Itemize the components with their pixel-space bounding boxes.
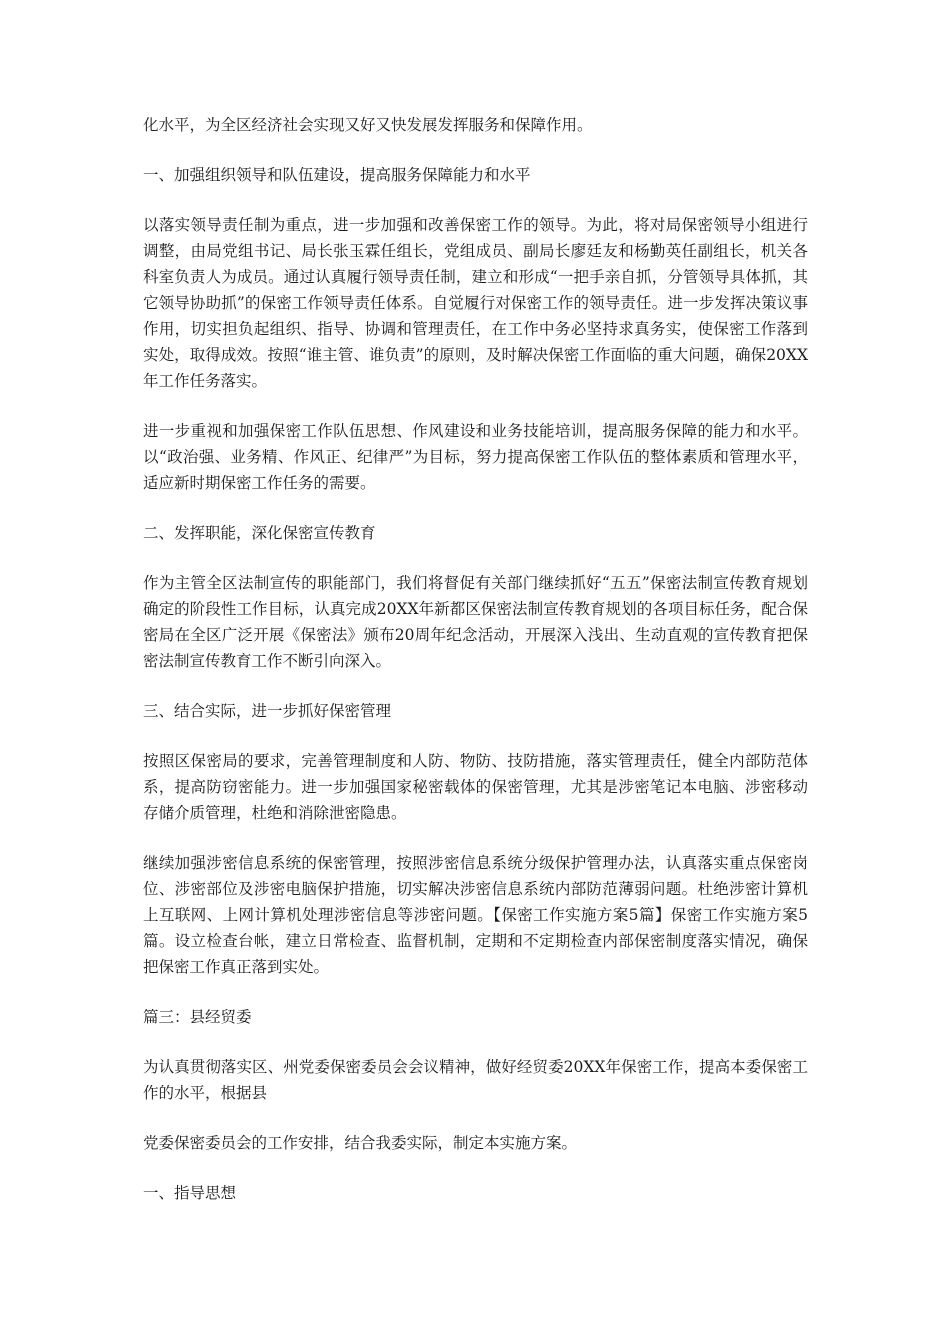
- paragraph: 进一步重视和加强保密工作队伍思想、作风建设和业务技能培训，提高服务保障的能力和水平。以“政治强、业务精、作风正、纪律严”为目标，努力提高保密工作队伍的整体素质和管理水平，适应新时期保密工作任务的需要。: [143, 422, 808, 492]
- section-heading: 篇三：县经贸委: [143, 1008, 252, 1026]
- paragraph: 继续加强涉密信息系统的保密管理，按照涉密信息系统分级保护管理办法，认真落实重点保密岗位、涉密部位及涉密电脑保护措施，切实解决涉密信息系统内部防范薄弱问题。杜绝涉密计算机上互联网、上网计算机处理涉密信息等涉密问题。【保密工作实施方案5篇】保密工作实施方案5篇。设立检查台帐，建立日常检查、监督机制，定期和不定期检查内部保密制度落实情况，确保把保密工作真正落到实处。: [143, 854, 808, 976]
- paragraph: 化水平，为全区经济社会实现又好又快发展发挥服务和保障作用。: [143, 116, 593, 134]
- section-heading: 一、加强组织领导和队伍建设，提高服务保障能力和水平: [143, 166, 531, 184]
- paragraph: 作为主管全区法制宣传的职能部门，我们将督促有关部门继续抓好“五五”保密法制宣传教育规划确定的阶段性工作目标，认真完成20XX年新都区保密法制宣传教育规划的各项目标任务，配合保密局在全区广泛开展《保密法》颁布20周年纪念活动，开展深入浅出、生动直观的宣传教育把保密法制宣传教育工作不断引向深入。: [143, 574, 808, 670]
- paragraph: 为认真贯彻落实区、州党委保密委员会会议精神，做好经贸委20XX年保密工作，提高本委保密工作的水平，根据县: [143, 1058, 808, 1102]
- document-body: [143, 112, 808, 1230]
- paragraph: 按照区保密局的要求，完善管理制度和人防、物防、技防措施，落实管理责任，健全内部防范体系，提高防窃密能力。进一步加强国家秘密载体的保密管理，尤其是涉密笔记本电脑、涉密移动存储介质管理，杜绝和消除泄密隐患。: [143, 752, 808, 822]
- section-heading: 一、指导思想: [143, 1184, 237, 1202]
- section-heading: 二、发挥职能，深化保密宣传教育: [143, 524, 376, 542]
- paragraph: 以落实领导责任制为重点，进一步加强和改善保密工作的领导。为此，将对局保密领导小组进行调整，由局党组书记、局长张玉霖任组长，党组成员、副局长廖廷友和杨勤英任副组长，机关各科室负责人为成员。通过认真履行领导责任制，建立和形成“一把手亲自抓，分管领导具体抓，其它领导协助抓”的保密工作领导责任体系。自觉履行对保密工作的领导责任。进一步发挥决策议事作用，切实担负起组织、指导、协调和管理责任，在工作中务必坚持求真务实，使保密工作落到实处，取得成效。按照“谁主管、谁负责”的原则，及时解决保密工作面临的重大问题，确保20XX年工作任务落实。: [143, 216, 808, 390]
- section-heading: 三、结合实际，进一步抓好保密管理: [143, 702, 392, 720]
- paragraph: 党委保密委员会的工作安排，结合我委实际，制定本实施方案。: [143, 1134, 578, 1152]
